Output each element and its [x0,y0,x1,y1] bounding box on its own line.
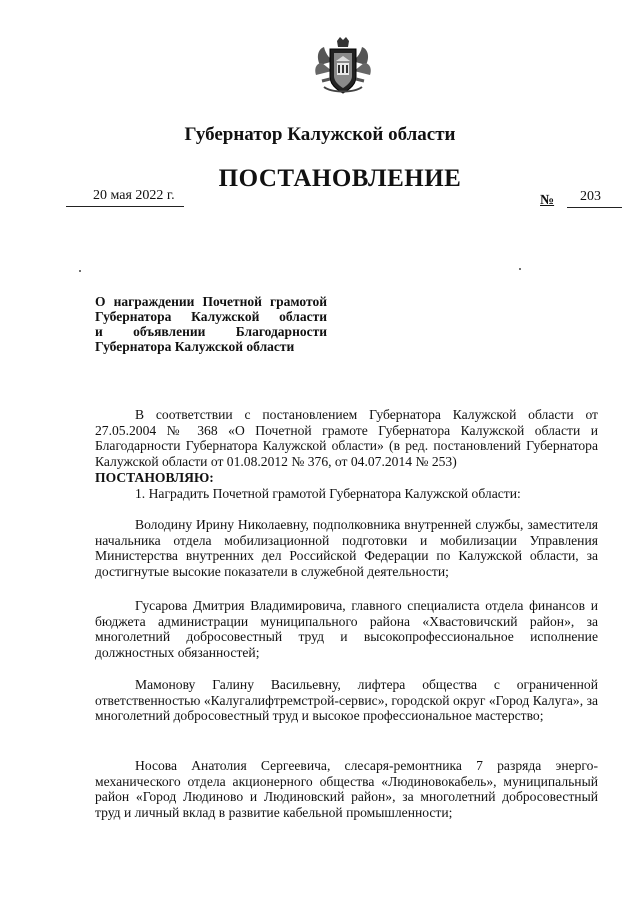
subject-line: Губернатора Калужской области [95,339,295,354]
decree-word: ПОСТАНОВЛЯЮ: [95,470,214,485]
document-number: 203 [580,189,601,204]
basis-text: В соответствии с постановлением Губернатора Калужской области от 27.05.2004 № 368 «О Почетной грамоте Губернатора Калужской области и Благодарности Губернатора Калужской области» (в ред. постановлений Губернатора Калужской области от 01.08.2012 № 376, от 04.07.2014 № 253) [95,407,598,470]
item-1 [95,486,598,502]
number-underline [567,207,622,208]
issuer-title: Губернатор Калужской области [184,124,456,145]
awardee-text: Мамонову Галину Васильевну, лифтера общества с ограниченной ответственностью «Калугалифтремстрой-сервис», городской округ «Город Калуга», за многолетний добросовестный труд и высокое профессиональное мастерство; [95,677,598,724]
awardee-paragraph [95,758,598,821]
awardee-paragraph [95,598,598,661]
document-date: 20 мая 2022 г. [93,188,175,203]
scan-speck [519,268,521,270]
awardee-paragraph [95,677,598,724]
item-1-text: 1. Наградить Почетной грамотой Губернатора Калужской области: [135,486,521,501]
awardee-text: Володину Ирину Николаевну, подполковника внутренней службы, заместителя начальника отдела мобилизационной подготовки и мобилизации Управления Министерства внутренних дел Российской Федерации по Калужской области, за достигнутые высокие показатели в служебной деятельности; [95,517,598,580]
scan-speck [79,270,81,272]
basis-paragraph [95,407,598,470]
document-type: ПОСТАНОВЛЕНИЕ [218,165,462,192]
subject-line: О награждении Почетной грамотой [95,294,327,309]
awardee-text: Гусарова Дмитрия Владимировича, главного специалиста отдела финансов и бюджета администрации муниципального района «Хвастовичский район», за многолетний добросовестный труд и высокопрофессиональное исполнение должностных обязанностей; [95,598,598,661]
number-label: № [540,193,555,208]
subject-line: Губернатора Калужской области [95,309,327,324]
awardee-paragraph [95,517,598,580]
awardee-text: Носова Анатолия Сергеевича, слесаря-ремонтника 7 разряда энерго-механического отдела акционерного общества «Людиновокабель», муниципальный район «Город Людиново и Людиновский район», за многолетний добросовестный труд и личный вклад в развитие кабельной промышленности; [95,758,598,821]
document-subject [95,294,327,354]
coat-of-arms-icon [310,35,376,101]
subject-line: и объявлении Благодарности [95,324,327,339]
date-underline [66,206,184,207]
